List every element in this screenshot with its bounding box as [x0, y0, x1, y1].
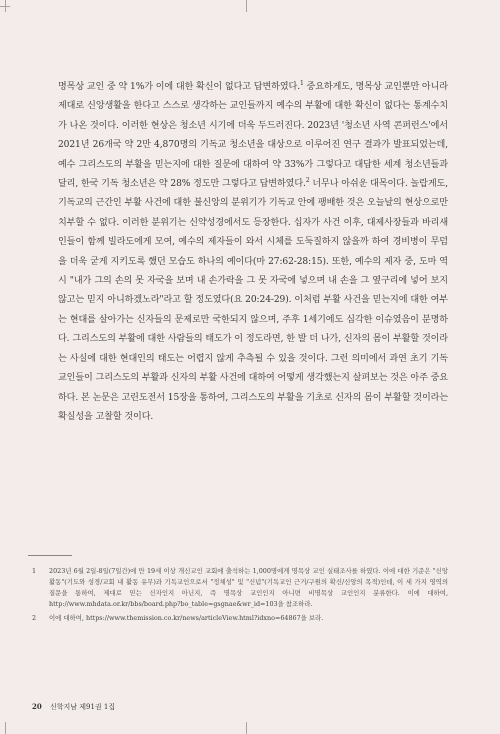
crop-mark — [0, 6, 10, 7]
footnote-text: 이에 대하여, https://www.themission.co.kr/news/articleView.html?idxno=64867을 보라. — [49, 614, 324, 622]
footnote-ref-2[interactable]: 2 — [305, 177, 310, 184]
footnote-number: 2 — [32, 614, 37, 622]
crop-mark — [246, 0, 247, 12]
crop-mark — [5, 722, 6, 734]
body-paragraph — [58, 78, 448, 427]
footnote-divider — [28, 555, 72, 556]
footnote-ref-1[interactable]: 1 — [300, 79, 304, 87]
footnote-text: 2023년 6월 2일-8일(7일간)에 만 19세 이상 개신교인 교회에 출석하는 1,000명에게 명목상 교인 실태조사를 하였다. 이에 대한 기준은 "신앙 활동"(기도와 성경/교회 내 활동 유무)과 기독교인으로서 "정체성" 및 "신념"(기독교인 근거/구원의 확신/신앙의 목적)인데, 이 세 가지 영역의 질문을 통하여, 제대로 믿는 신자인지 아닌지, 즉 명목상 교인인지 아니면 비명목상 교인인지 분류한다. 이에 대하여, http://www.mhdata.or.kr/bbs/board.php?bo_table=gsgnae&wr_id=103을 참조하라. — [49, 567, 448, 608]
page-footer — [32, 702, 115, 712]
footnote-2 — [32, 613, 448, 624]
page-number: 20 — [32, 702, 42, 711]
body-text-part-a: 명목상 교인 중 약 1%가 이에 대한 확신이 없다고 답변하였다. — [58, 82, 300, 92]
body-text-part-b: 중요하게도, 명목상 교인뿐만 아니라 제대로 신앙생활을 한다고 스스로 생각하는 교인들까지 예수의 부활에 대한 확신이 없다는 통계수치가 나온 것이다. 이러한 현상은 청소년 시기에 더욱 두드러진다. 2023년 '청소년 사역 콘퍼런스'에서 2021년 26개국 약 2만 4,870명의 기독교 청소년을 대상으로 이루어진 연구 결과가 발표되었는데, 예수 그리스도의 부활을 믿는지에 대한 질문에 대하여 약 33%가 그렇다고 대답한 세계 청소년들과 달리, 한국 기독 청소년은 약 28% 정도만 그렇다고 답변하였다. — [58, 82, 448, 190]
footnote-1 — [32, 566, 448, 610]
body-text-part-c: 너무나 아쉬운 대목이다. 놀랍게도, 기독교의 근간인 부활 사건에 대한 불신앙의 분위기가 기독교 안에 팽배한 것은 오늘날의 현상으로만 치부할 수 없다. 이러한 분위기는 신약성경에서도 등장한다. 십자가 사건 이후, 대제사장들과 바리새인들이 함께 빌라도에게 모여, 예수의 제자들이 와서 시체를 도둑질하지 않을까 하여 경비병이 무덤을 더욱 굳게 지키도록 했던 모습도 하나의 예이다(마 27:62-28:15). 또한, 예수의 제자 중, 도마 역시 "내가 그의 손의 못 자국을 보며 내 손가락을 그 못 자국에 넣으며 내 손을 그 옆구리에 넣어 보지 않고는 믿지 아니하겠노라"라고 할 정도였다(요 20:24-29). 이처럼 부활 사건을 믿는지에 대한 여부는 현대를 살아가는 신자들의 문제로만 국한되지 않으며, 주후 1세기에도 심각한 이슈였음이 분명하다. 그리스도의 부활에 대한 사람들의 태도가 이 정도라면, 한 발 더 나가, 신자의 몸이 부활할 것이라는 사실에 대한 현대인의 태도는 어렵지 않게 추측될 수 있을 것이다. 그런 의미에서 과연 초기 기독교인들이 그리스도의 부활과 신자의 부활 사건에 대하여 어떻게 생각했는지 살펴보는 것은 아주 중요하다. 본 논문은 고린도전서 15장을 통하여, 그리스도의 부활을 기초로 신자의 몸이 부활할 것이라는 확실성을 고찰할 것이다. — [58, 179, 448, 422]
footnote-number: 1 — [32, 567, 37, 575]
crop-mark — [246, 722, 247, 734]
footnotes — [32, 566, 448, 627]
journal-title: 신학지남 제91권 1집 — [49, 703, 116, 711]
